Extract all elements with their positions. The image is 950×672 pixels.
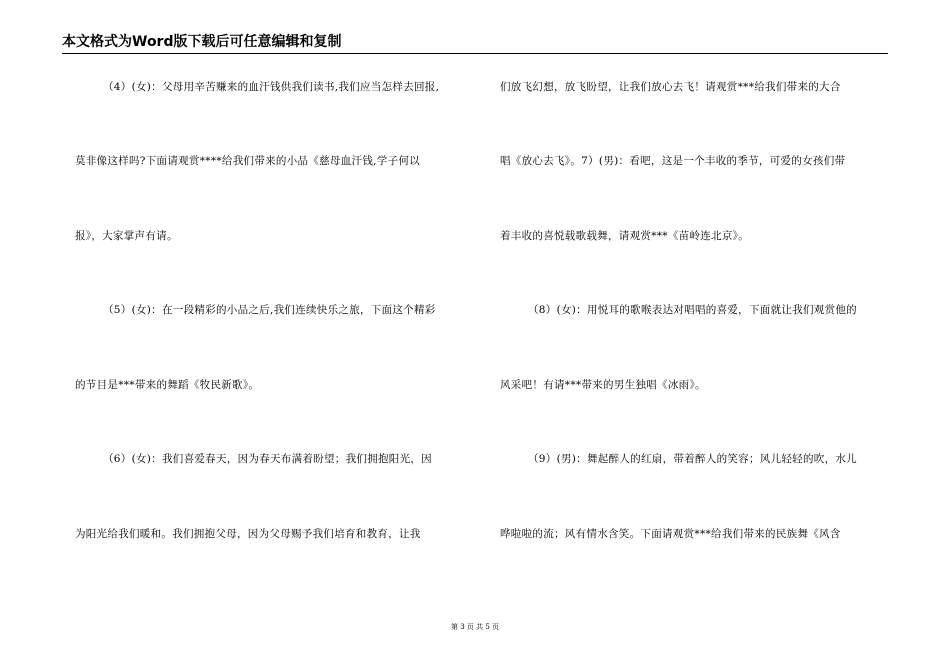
page-header [62,33,888,54]
text-line: （8）(女)：用悦耳的歌喉表达对唱唱的喜爱，下面就让我们观赏他的 [528,304,857,316]
text-line: 的节目是***带来的舞蹈《牧民新歌》。 [75,379,260,391]
text-line: 莫非像这样吗?下面请观赏****给我们带来的小品《慈母血汗钱,学子何以 [75,155,420,167]
text-line: （4）(女)：父母用辛苦赚来的血汗钱供我们读书,我们应当怎样去回报, [103,81,440,93]
text-line: 唱《放心去飞》。7）(男)：看吧，这是一个丰收的季节，可爱的女孩们带 [500,155,846,167]
text-line: （5）(女)：在一段精彩的小品之后,我们连续快乐之旅，下面这个精彩 [103,304,436,316]
header-title: 本文格式为Word版下载后可任意编辑和复制 [62,34,342,50]
text-line: 报》，大家掌声有请。 [75,230,178,242]
text-line: 哗啦啦的流；风有情水含笑。下面请观赏***给我们带来的民族舞《风含 [500,528,841,540]
text-line: 着丰收的喜悦载歌载舞，请观赏***《苗岭连北京》。 [500,230,749,242]
text-line: （6）(女)：我们喜爱春天，因为春天布满着盼望；我们拥抱阳光，因 [103,453,432,465]
text-line: 风采吧！有请***带来的男生独唱《冰雨》。 [500,379,706,391]
text-line: （9）(男)：舞起醉人的红扇，带着醉人的笑容；风儿轻轻的吹，水儿 [528,453,857,465]
page-footer: 第 3 页 共 5 页 [450,623,500,631]
text-line: 为阳光给我们暖和。我们拥抱父母，因为父母赐予我们培育和教育，让我 [75,528,421,540]
text-line: 们放飞幻想，放飞盼望，让我们放心去飞！请观赏***给我们带来的大合 [500,81,841,93]
